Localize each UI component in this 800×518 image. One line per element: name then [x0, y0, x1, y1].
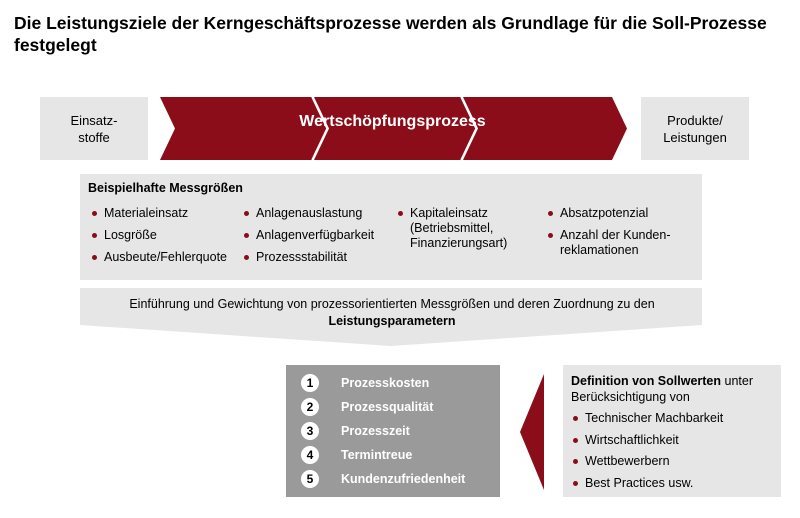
left-chevron-arrow — [520, 374, 544, 490]
measure-item: Anlagenverfügbarkeit — [242, 228, 374, 243]
definition-heading — [571, 373, 776, 405]
definition-heading-rest: unter — [721, 374, 753, 388]
number-badge: 4 — [301, 446, 319, 464]
definition-panel — [563, 365, 781, 497]
measure-line: Anzahl der Kunden- — [560, 228, 671, 242]
definition-item: Best Practices usw. — [571, 476, 723, 491]
measure-item: Losgröße — [90, 228, 227, 243]
outputs-line-1: Produkte/ — [667, 112, 723, 128]
parameters-box — [286, 365, 500, 497]
parameter-row — [301, 445, 412, 465]
outputs-box — [641, 97, 749, 160]
measure-item: Anlagenauslastung — [242, 206, 374, 221]
measure-item: Prozessstabilität — [242, 250, 374, 265]
page-title: Die Leistungsziele der Kerngeschäftsprozesse werden als Grundlage für die Soll-Prozesse festgelegt — [14, 13, 767, 55]
measure-item: Absatzpotenzial — [546, 206, 671, 221]
inputs-line-2: stoffe — [78, 129, 110, 145]
inputs-line-1: Einsatz- — [70, 112, 118, 128]
measure-item: Ausbeute/Fehlerquote — [90, 250, 227, 265]
definition-item: Technischer Machbarkeit — [571, 411, 723, 426]
number-badge: 1 — [301, 374, 319, 392]
parameter-label: Prozesszeit — [341, 424, 410, 438]
measures-column-4 — [546, 206, 671, 258]
parameter-row — [301, 397, 433, 417]
measure-line: reklamationen — [560, 243, 639, 257]
parameter-row — [301, 469, 465, 489]
measures-column-2 — [242, 206, 374, 272]
number-badge: 5 — [301, 470, 319, 488]
parameter-row — [301, 421, 410, 441]
measure-item — [396, 206, 507, 251]
measure-line: Finanzierungsart) — [410, 236, 508, 250]
measure-item: Materialeinsatz — [90, 206, 227, 221]
definition-item: Wettbewerbern — [571, 454, 723, 469]
funnel-text-line: Einführung und Gewichtung von prozessorientierten Messgrößen und deren Zuordnung zu den — [129, 297, 655, 311]
process-label: Wertschöpfungsprozess — [299, 113, 486, 130]
measure-line: Kapitaleinsatz — [410, 206, 488, 220]
parameter-label: Kundenzufriedenheit — [341, 472, 466, 486]
number-badge: 3 — [301, 422, 319, 440]
definition-item: Wirtschaftlichkeit — [571, 433, 723, 448]
measures-panel — [80, 174, 702, 280]
parameter-row — [301, 373, 429, 393]
measure-line: (Betriebsmittel, — [410, 221, 494, 235]
parameter-label: Prozesskosten — [341, 376, 430, 390]
outputs-line-2: Leistungen — [663, 129, 727, 145]
funnel-text — [100, 296, 684, 330]
funnel-text-bold: Leistungsparametern — [328, 314, 456, 328]
definition-heading-line2: Berücksichtigung von — [571, 390, 690, 404]
measures-column-3 — [396, 206, 507, 251]
parameter-label: Termintreue — [341, 448, 413, 462]
definition-items — [571, 411, 723, 497]
measure-item — [546, 228, 671, 258]
number-badge: 2 — [301, 398, 319, 416]
measures-column-1 — [90, 206, 227, 272]
parameter-label: Prozessqualität — [341, 400, 434, 414]
measures-title: Beispielhafte Messgrößen — [88, 181, 243, 195]
definition-heading-bold: Definition von Sollwerten — [571, 374, 722, 388]
